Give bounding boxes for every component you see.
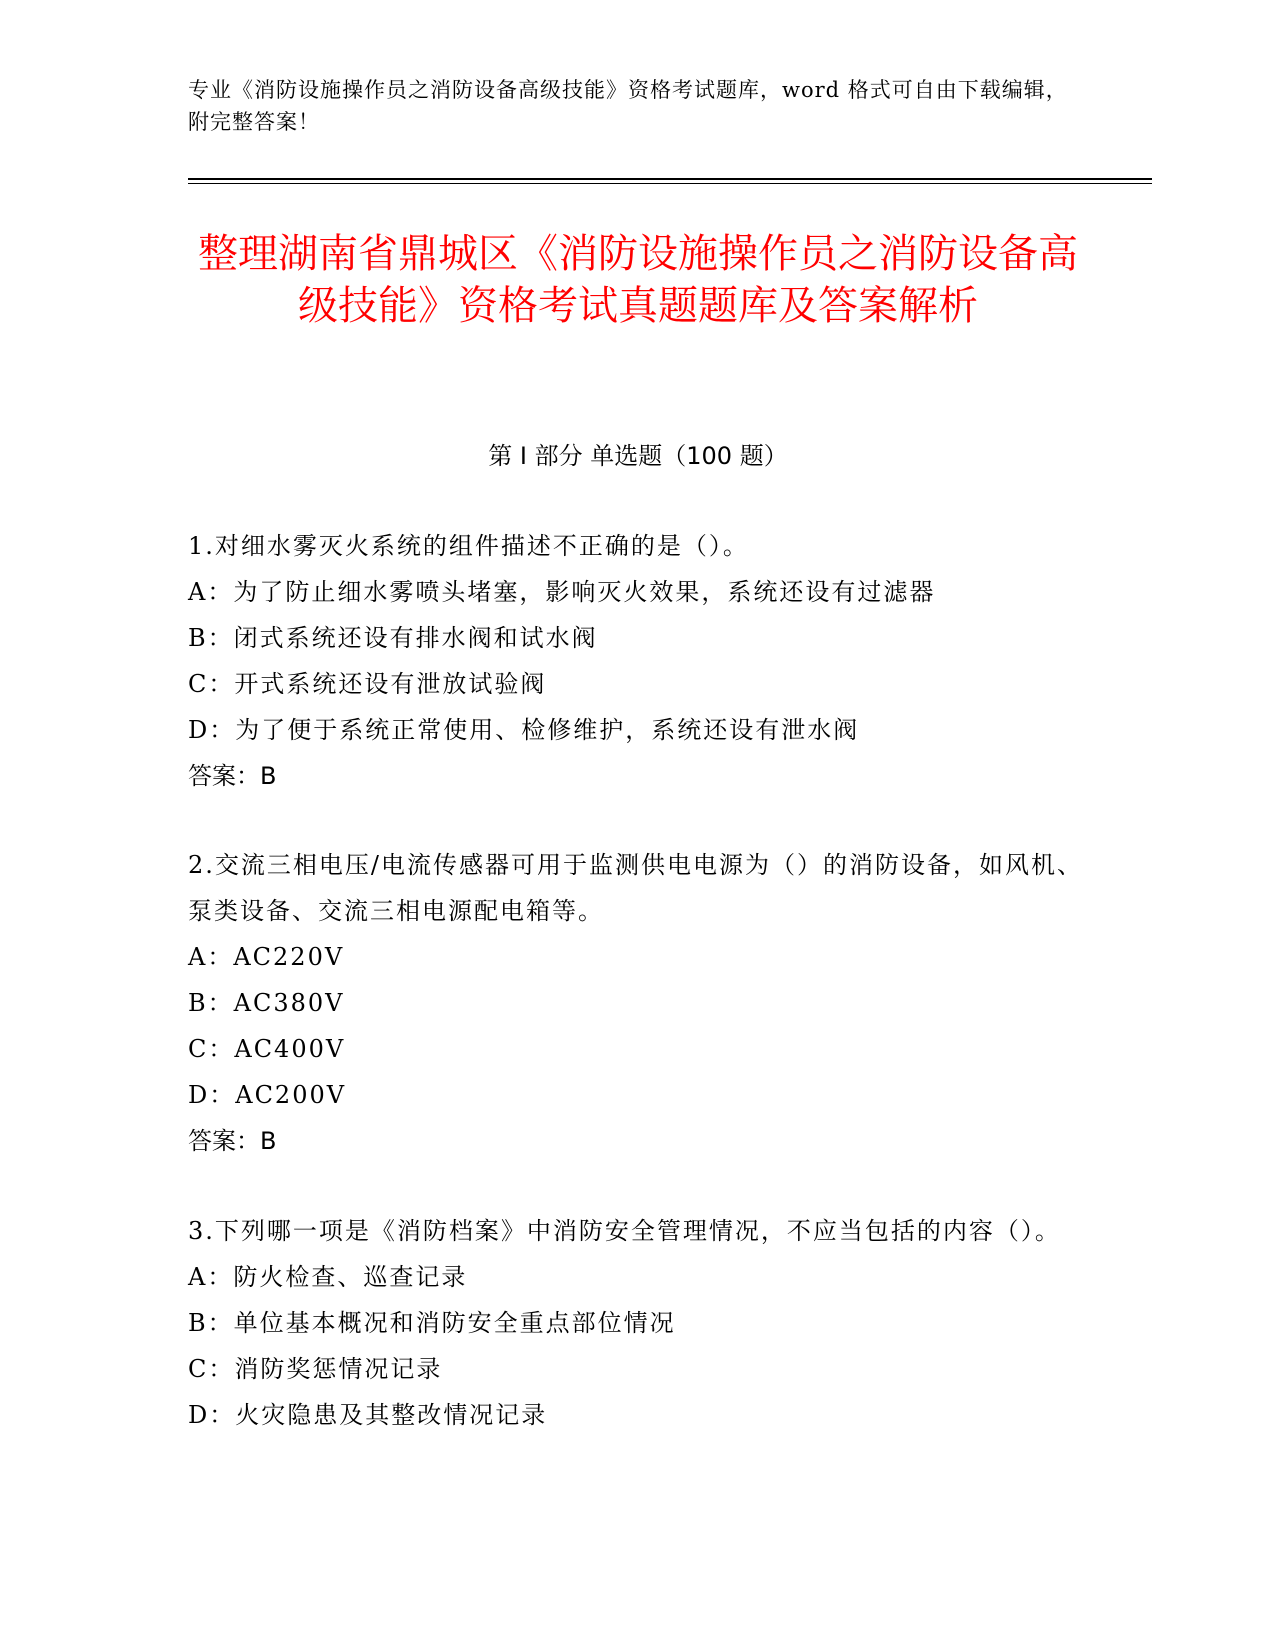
document-title: 整理湖南省鼎城区《消防设施操作员之消防设备高级技能》资格考试真题题库及答案解析 (198, 231, 1078, 329)
option-a: A：为了防止细水雾喷头堵塞，影响灭火效果，系统还设有过滤器 (188, 578, 936, 606)
option-c: C：开式系统还设有泄放试验阀 (188, 670, 547, 698)
question-3 (188, 1208, 1088, 1438)
option-d: D：火灾隐患及其整改情况记录 (188, 1401, 548, 1429)
question-2 (188, 842, 1088, 1164)
header-divider-thick (188, 178, 1152, 180)
answer: 答案：B (188, 1127, 277, 1155)
option-a: A：AC220V (188, 943, 345, 971)
question-1 (188, 523, 1088, 799)
option-b: B：单位基本概况和消防安全重点部位情况 (188, 1309, 676, 1337)
question-stem: 3.下列哪一项是《消防档案》中消防安全管理情况，不应当包括的内容（）。 (188, 1217, 1061, 1245)
section-title: 第 I 部分 单选题（100 题） (488, 442, 788, 470)
option-c: C：消防奖惩情况记录 (188, 1355, 443, 1383)
header-divider-thin (188, 183, 1152, 184)
option-c: C：AC400V (188, 1035, 346, 1063)
answer: 答案：B (188, 762, 277, 790)
option-b: B：AC380V (188, 989, 345, 1017)
option-d: D：AC200V (188, 1081, 347, 1109)
header-note: 专业《消防设施操作员之消防设备高级技能》资格考试题库，word 格式可自由下载编辑，附完整答案！ (188, 78, 1068, 134)
option-a: A：防火检查、巡查记录 (188, 1263, 468, 1291)
question-stem: 1.对细水雾灭火系统的组件描述不正确的是（）。 (188, 532, 749, 560)
option-b: B：闭式系统还设有排水阀和试水阀 (188, 624, 598, 652)
question-stem: 2.交流三相电压/电流传感器可用于监测供电电源为（）的消防设备，如风机、泵类设备、交流三相电源配电箱等。 (188, 851, 1083, 925)
option-d: D：为了便于系统正常使用、检修维护，系统还设有泄水阀 (188, 716, 860, 744)
